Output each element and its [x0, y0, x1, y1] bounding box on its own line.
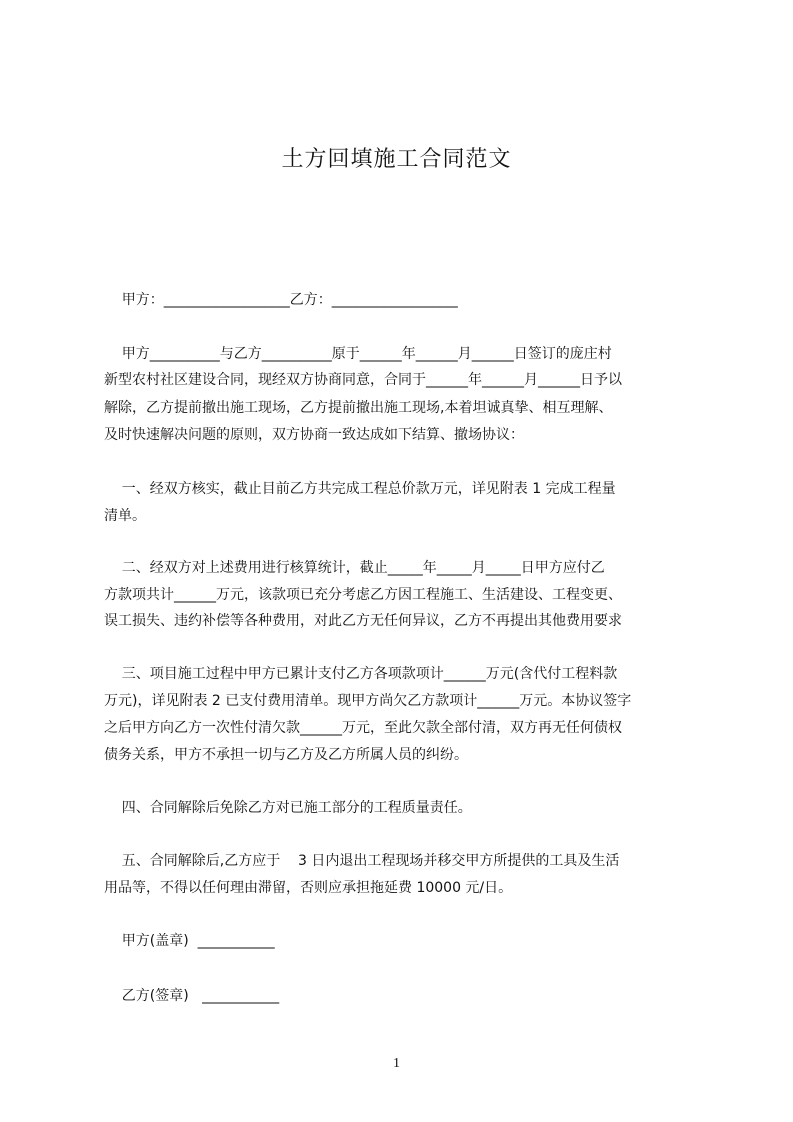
clause-3-line: 债务关系，甲方不承担一切与乙方及乙方所属人员的纠纷。	[104, 747, 468, 763]
clause-3-line: 三、项目施工过程中甲方已累计支付乙方各项款项计______万元(含代付工程料款	[104, 666, 618, 682]
clause-1-line: 清单。	[104, 508, 146, 524]
clause-2-line: 误工损失、违约补偿等各种费用，对此乙方无任何异议，乙方不再提出其他费用要求	[104, 613, 622, 629]
paragraph-intro-line: 新型农村社区建设合同，现经双方协商同意，合同于______年______月______日予以	[104, 372, 622, 388]
party-line: 甲方：__________________乙方：__________________	[104, 292, 458, 308]
clause-5-line: 用品等，不得以任何理由滞留，否则应承担拖延费 10000 元/日。	[104, 880, 513, 896]
clause-3-line: 之后甲方向乙方一次性付清欠款______万元，至此欠款全部付清，双方再无任何债权	[104, 720, 622, 736]
clause-2-line: 方款项共计______万元，该款项已充分考虑乙方因工程施工、生活建设、工程变更、	[104, 587, 622, 603]
party-a-seal-line: 甲方(盖章) ___________	[104, 933, 275, 949]
clause-3-line: 万元)，详见附表 2 已支付费用清单。现甲方尚欠乙方款项计______万元。本协议签字	[104, 693, 632, 709]
clause-5-line: 五、合同解除后,乙方应于 3 日内退出工程现场并移交甲方所提供的工具及生活	[104, 853, 620, 869]
clause-2-line: 二、经双方对上述费用进行核算统计，截止_____年_____月_____日甲方应付乙	[104, 560, 605, 576]
paragraph-intro-line: 及时快速解决问题的原则，双方协商一致达成如下结算、撤场协议：	[104, 427, 524, 443]
clause-1-line: 一、经双方核实，截止目前乙方共完成工程总价款万元，详见附表 1 完成工程量	[104, 481, 616, 497]
paragraph-intro-line: 甲方__________与乙方__________原于______年______月______日签订的庞庄村	[104, 346, 612, 362]
paragraph-intro-line: 解除，乙方提前撤出施工现场，乙方提前撤出施工现场,本着坦诚真挚、相互理解、	[104, 400, 613, 416]
page-number: 1	[393, 1056, 400, 1071]
clause-4-line: 四、合同解除后免除乙方对已施工部分的工程质量责任。	[104, 800, 472, 816]
party-b-signature-line: 乙方(签章) ___________	[104, 988, 280, 1004]
document-title: 土方回填施工合同范文	[281, 147, 512, 172]
